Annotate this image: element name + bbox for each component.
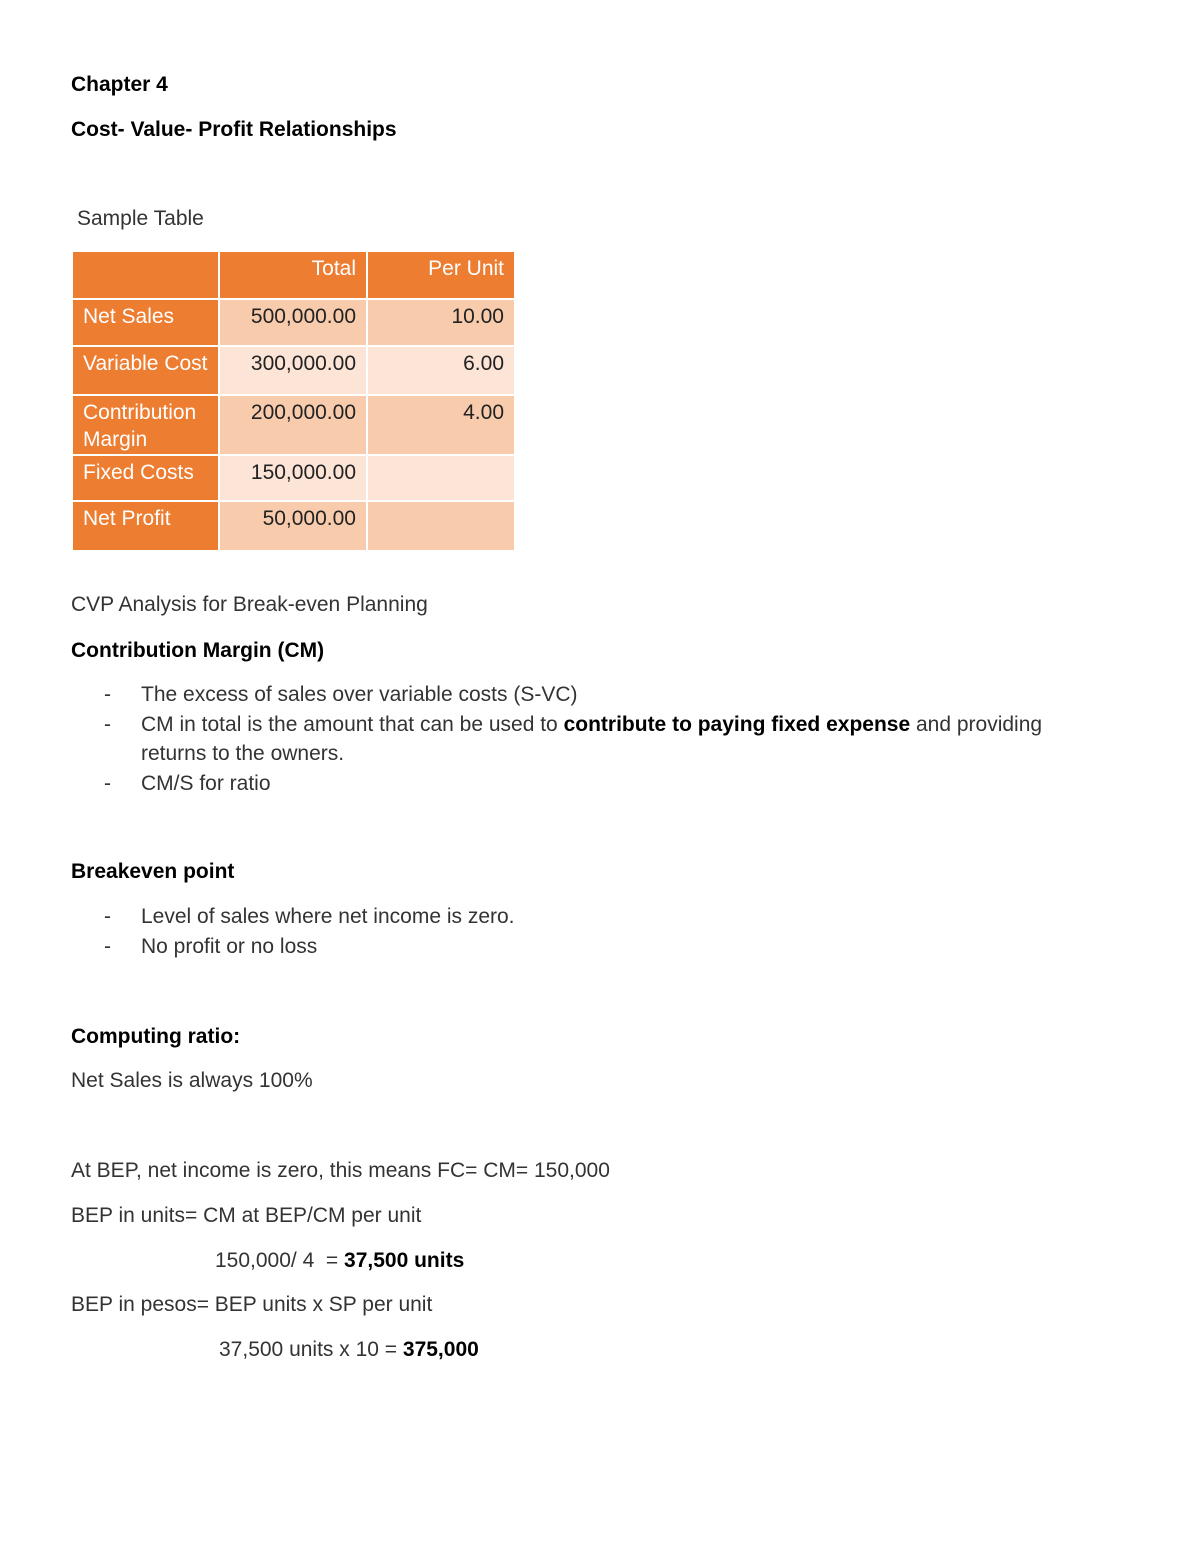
list-item	[104, 710, 1061, 769]
page-title: Cost- Value- Profit Relationships	[71, 118, 397, 141]
bep-bullet-list	[104, 902, 1094, 961]
cvp-heading: CVP Analysis for Break-even Planning	[71, 593, 428, 616]
per-unit-cell	[367, 455, 515, 501]
table-row	[72, 501, 515, 551]
total-cell: 200,000.00	[219, 395, 367, 455]
bullet-emphasis: contribute to paying fixed expense	[563, 712, 911, 736]
ratio-line: BEP in units= CM at BEP/CM per unit	[71, 1204, 422, 1227]
calc-line	[215, 1248, 464, 1273]
calc-result: 375,000	[402, 1338, 479, 1361]
ratio-line: At BEP, net income is zero, this means FC= CM= 150,000	[71, 1159, 610, 1182]
total-cell: 500,000.00	[219, 299, 367, 346]
ratio-heading: Computing ratio:	[71, 1025, 241, 1048]
list-item	[104, 680, 1094, 710]
bep-heading: Breakeven point	[71, 860, 235, 883]
per-unit-cell: 6.00	[367, 346, 515, 395]
per-unit-cell	[367, 501, 515, 551]
bullet-text: CM in total is the amount that can be used to	[141, 712, 564, 736]
row-label: Net Profit	[72, 501, 219, 551]
table-row	[72, 455, 515, 501]
table-header-row	[72, 251, 515, 299]
list-item	[104, 932, 1094, 962]
chapter-label: Chapter 4	[71, 73, 168, 96]
row-label: Net Sales	[72, 299, 219, 346]
table-header-cell	[72, 251, 219, 299]
calc-result: 37,500 units	[344, 1249, 465, 1272]
per-unit-cell: 10.00	[367, 299, 515, 346]
bullet-text: CM/S for ratio	[141, 771, 271, 795]
total-cell: 50,000.00	[219, 501, 367, 551]
list-item	[104, 769, 1094, 799]
table-row	[72, 346, 515, 395]
table-row	[72, 395, 515, 455]
calc-text: 37,500 units x 10 =	[219, 1338, 403, 1361]
cvp-sample-table	[71, 250, 516, 552]
calc-text: 150,000/ 4 =	[215, 1249, 345, 1272]
ratio-line: Net Sales is always 100%	[71, 1069, 313, 1092]
bullet-text: No profit or no loss	[141, 934, 318, 958]
total-cell: 300,000.00	[219, 346, 367, 395]
bullet-text: and providing returns to the owners.	[141, 712, 1043, 765]
total-cell: 150,000.00	[219, 455, 367, 501]
list-item	[104, 902, 1094, 932]
row-label: Fixed Costs	[72, 455, 219, 501]
row-label: Contribution Margin	[72, 395, 219, 455]
calc-line	[219, 1337, 479, 1362]
cm-heading: Contribution Margin (CM)	[71, 639, 325, 662]
row-label: Variable Cost	[72, 346, 219, 395]
bullet-text: Level of sales where net income is zero.	[141, 905, 515, 928]
bullet-text: The excess of sales over variable costs (S-VC)	[141, 683, 578, 706]
table-row	[72, 299, 515, 346]
per-unit-cell: 4.00	[367, 395, 515, 455]
table-header-cell: Per Unit	[367, 251, 515, 299]
table-header-cell: Total	[219, 251, 367, 299]
cm-bullet-list	[104, 680, 1094, 798]
ratio-line: BEP in pesos= BEP units x SP per unit	[71, 1293, 433, 1316]
table-caption: Sample Table	[77, 207, 204, 230]
